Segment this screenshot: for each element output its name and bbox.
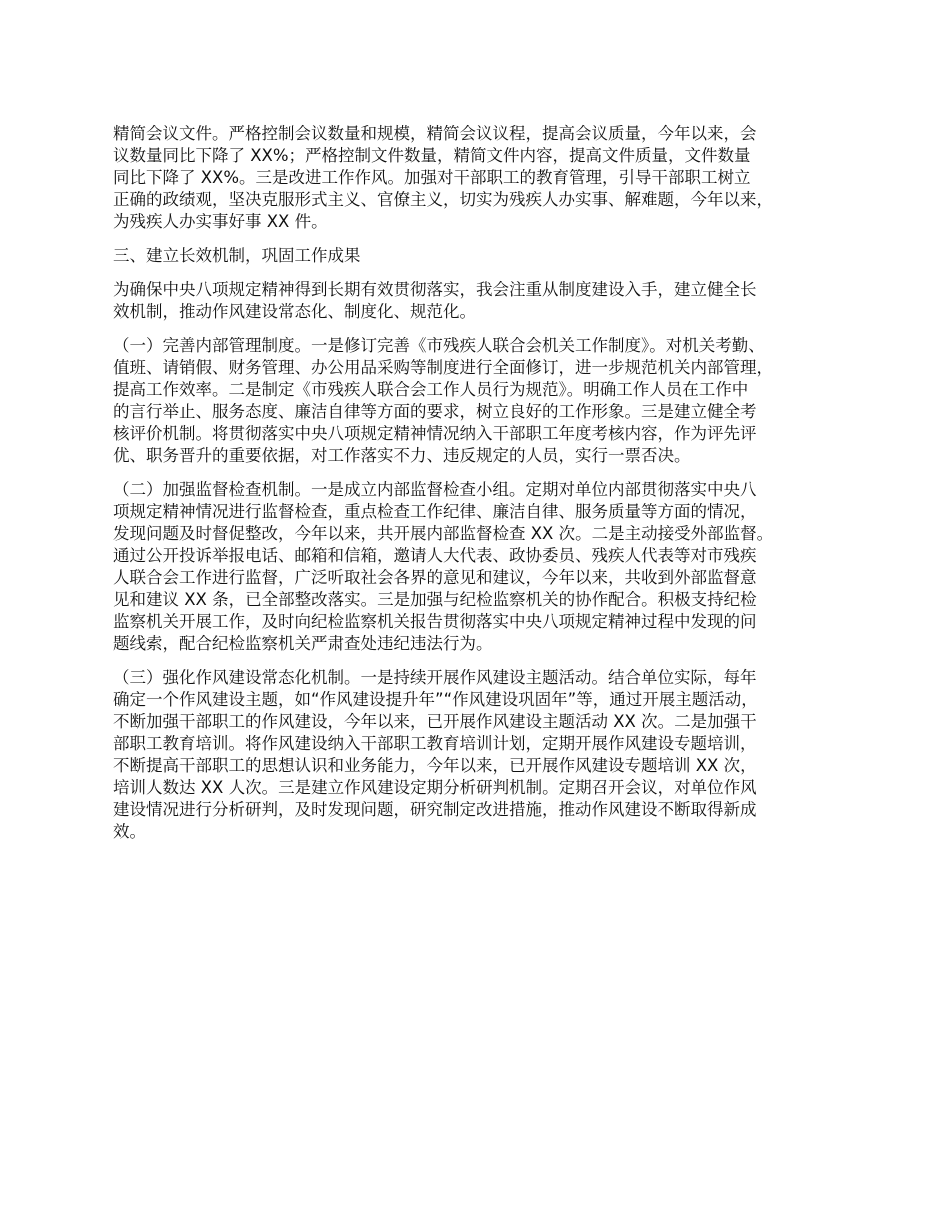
paragraph-style-building-normalization: （三）强化作风建设常态化机制。一是持续开展作风建设主题活动。结合单位实际，每年 确定一个作风建设主题，如“作风建设提升年”“作风建设巩固年”等，通过开展主题活动， 不断加强干部职工的作风建设，今年以来，已开展作风建设主题活动 XX 次。二是加强干 部职工教育培训。将作风建设纳入干部职工教育培训计划，定期开展作风建设专题培训， 不断提高干部职工的思想认识和业务能力，今年以来，已开展作风建设专题培训 XX 次， 培训人数达 XX 人次。三是建立作风建设定期分析研判机制。定期召开会议，对单位作风 建设情况进行分析研判，及时发现问题，研究制定改进措施，推动作风建设不断取得新成 效。 [113, 668, 758, 841]
paragraph-supervision-inspection: （二）加强监督检查机制。一是成立内部监督检查小组。定期对单位内部贯彻落实中央八 项规定精神情况进行监督检查，重点检查工作纪律、廉洁自律、服务质量等方面的情况， 发现问题及时督促整改，今年以来，共开展内部监督检查 XX 次。二是主动接受外部监督。 通过公开投诉举报电话、邮箱和信箱，邀请人大代表、政协委员、残疾人代表等对市残疾 人联合会工作进行监督，广泛听取社会各界的意见和建议，今年以来，共收到外部监督意 见和建议 XX 条，已全部整改落实。三是加强与纪检监察机关的协作配合。积极支持纪检 监察机关开展工作，及时向纪检监察机关报告贯彻落实中央八项规定精神过程中发现的问 题线索，配合纪检监察机关严肃查处违纪违法行为。 [113, 480, 774, 653]
paragraph-internal-management: （一）完善内部管理制度。一是修订完善《市残疾人联合会机关工作制度》。对机关考勤、 值班、请销假、财务管理、办公用品采购等制度进行全面修订，进一步规范机关内部管理， 提高工作效率。二是制定《市残疾人联合会工作人员行为规范》。明确工作人员在工作中 的言行举止、服务态度、廉洁自律等方面的要求，树立良好的工作形象。三是建立健全考 核评价机制。将贯彻落实中央八项规定精神情况纳入干部职工年度考核内容，作为评先评 优、职务晋升的重要依据，对工作落实不力、违反规定的人员，实行一票否决。 [113, 336, 773, 465]
paragraph-meeting-documents: 精简会议文件。严格控制会议数量和规模，精简会议议程，提高会议质量，今年以来，会 议数量同比下降了 XX%；严格控制文件数量，精简文件内容，提高文件质量，文件数量 同比下降了 XX%。三是改进工作作风。加强对干部职工的教育管理，引导干部职工树立 正确的政绩观，坚决克服形式主义、官僚主义，切实为残疾人办实事、解难题，今年以来， 为残疾人办实事好事 XX 件。 [113, 124, 773, 231]
document-page [113, 123, 858, 855]
paragraph-intro-mechanism: 为确保中央八项规定精神得到长期有效贯彻落实，我会注重从制度建设入手，建立健全长 效机制，推动作风建设常态化、制度化、规范化。 [113, 280, 757, 321]
section-heading-long-term-mechanism: 三、建立长效机制，巩固工作成果 [113, 246, 361, 265]
